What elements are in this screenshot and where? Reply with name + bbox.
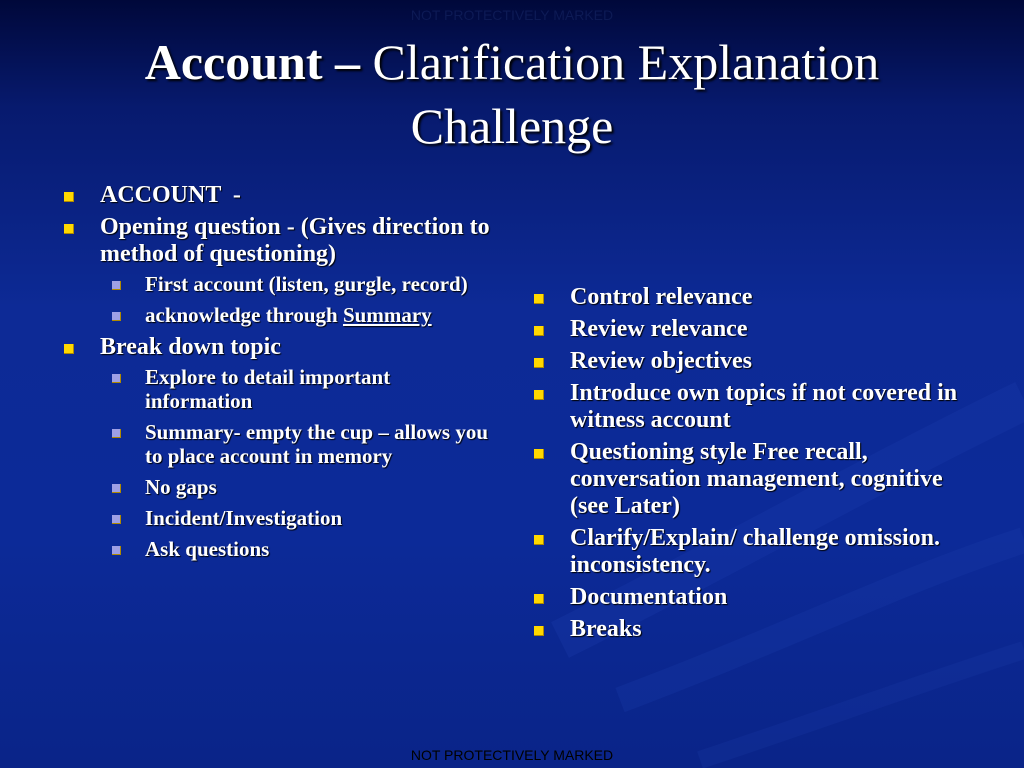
sub-list-item <box>100 506 502 530</box>
list-item <box>532 348 972 375</box>
list-item <box>532 284 972 311</box>
list-item <box>62 334 502 561</box>
square-bullet-icon <box>534 535 544 545</box>
sub-list-item <box>100 365 502 413</box>
square-bullet-icon <box>64 224 74 234</box>
list-item <box>62 214 502 327</box>
list-item-text: Control relevance <box>570 284 753 310</box>
list-item-text: Opening question - (Gives direction to method of questioning) <box>100 214 490 267</box>
sub-list-item-text: Incident/Investigation <box>145 506 343 530</box>
list-item-text: Break down topic <box>100 334 281 360</box>
sub-list-item-text: Summary- empty the cup – allows you to place account in memory <box>145 420 489 468</box>
right-bullet-list <box>532 284 972 648</box>
list-item-text: Clarify/Explain/ challenge omission. inconsistency. <box>570 525 941 578</box>
sub-list-item-text: acknowledge through <box>145 303 343 327</box>
sub-list-item <box>100 272 502 296</box>
list-item-text: ACCOUNT - <box>100 182 241 208</box>
square-bullet-icon <box>112 515 121 524</box>
sub-list-item-text: First account (listen, gurgle, record) <box>145 272 468 296</box>
left-bullet-list <box>62 182 502 568</box>
list-item <box>532 316 972 343</box>
list-item-text: Review objectives <box>570 348 752 374</box>
square-bullet-icon <box>64 192 74 202</box>
list-item <box>532 439 972 520</box>
square-bullet-icon <box>534 294 544 304</box>
square-bullet-icon <box>534 390 544 400</box>
square-bullet-icon <box>64 344 74 354</box>
square-bullet-icon <box>112 374 121 383</box>
title-bold-part: Account – <box>144 34 360 90</box>
summary-link[interactable]: Summary <box>342 303 432 327</box>
sub-list-item-text: Explore to detail important information <box>145 365 391 413</box>
sub-list-item <box>100 537 502 561</box>
sub-list <box>100 272 502 327</box>
square-bullet-icon <box>534 626 544 636</box>
square-bullet-icon <box>534 358 544 368</box>
list-item <box>532 584 972 611</box>
square-bullet-icon <box>112 281 121 290</box>
square-bullet-icon <box>534 326 544 336</box>
list-item-text: Introduce own topics if not covered in witness account <box>570 380 958 433</box>
square-bullet-icon <box>112 429 121 438</box>
sub-list-item <box>100 420 502 468</box>
list-item-text: Questioning style Free recall, conversation management, cognitive (see Later) <box>570 439 943 519</box>
sub-list-item-text: Ask questions <box>145 537 270 561</box>
list-item <box>62 182 502 209</box>
protective-marking-top: NOT PROTECTIVELY MARKED <box>410 7 614 23</box>
square-bullet-icon <box>112 546 121 555</box>
slide-title <box>40 30 984 158</box>
square-bullet-icon <box>112 484 121 493</box>
protective-marking-bottom: NOT PROTECTIVELY MARKED <box>410 747 614 763</box>
sub-list-item <box>100 475 502 499</box>
square-bullet-icon <box>534 449 544 459</box>
list-item-text: Review relevance <box>570 316 748 342</box>
square-bullet-icon <box>534 594 544 604</box>
list-item <box>532 525 972 579</box>
square-bullet-icon <box>112 312 121 321</box>
sub-list <box>100 365 502 561</box>
list-item-text: Breaks <box>570 616 642 642</box>
title-line1: Clarification Explanation <box>372 34 880 90</box>
title-line2: Challenge <box>410 98 614 154</box>
sub-list-item-text: No gaps <box>145 475 217 499</box>
sub-list-item <box>100 303 502 327</box>
list-item-text: Documentation <box>570 584 728 610</box>
list-item <box>532 616 972 643</box>
list-item <box>532 380 972 434</box>
